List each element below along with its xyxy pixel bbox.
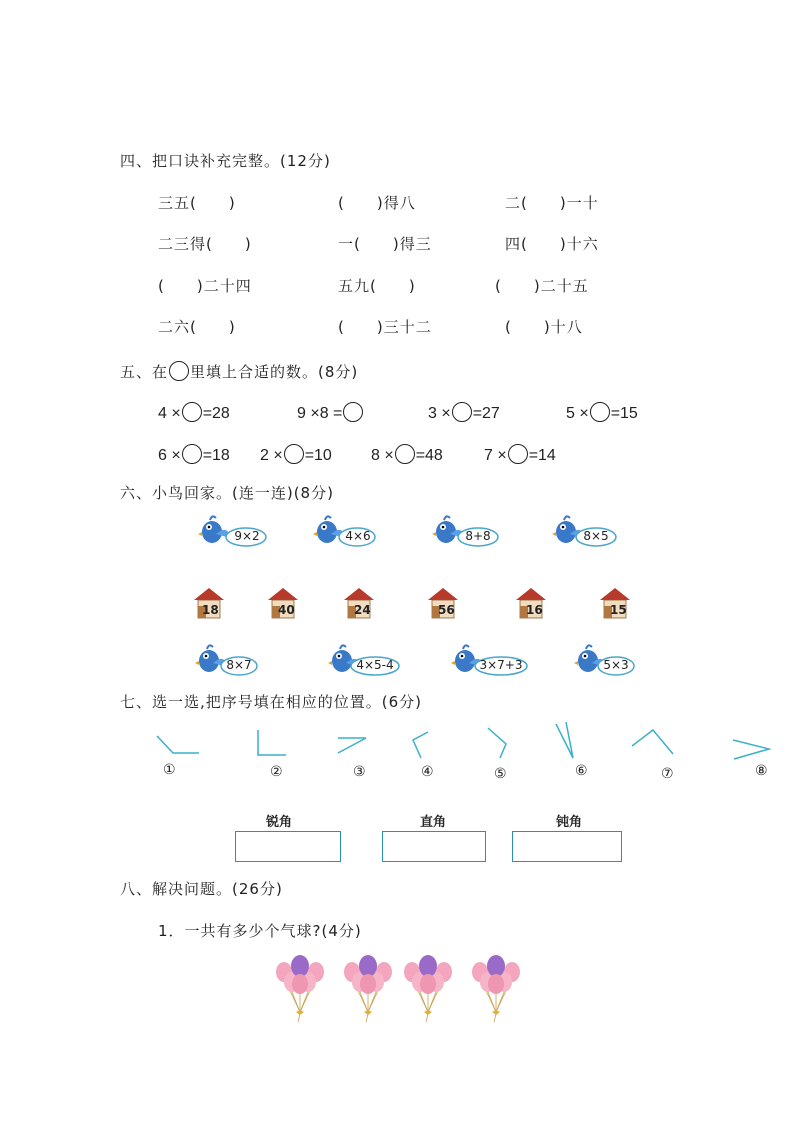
house-number: 18 — [202, 603, 219, 617]
angle-3 — [338, 738, 366, 753]
sec4-item: 二三得( ) — [158, 235, 252, 253]
bird-card[interactable] — [328, 643, 428, 677]
house[interactable] — [426, 586, 460, 620]
section-8-title: 八、解决问题。(26分) — [120, 880, 283, 898]
answer-circle[interactable] — [182, 444, 202, 464]
balloon-bunch — [472, 955, 520, 1022]
sec5-title-post: 里填上合适的数。(8分) — [190, 363, 359, 381]
answer-circle[interactable] — [452, 402, 472, 422]
angle-6 — [556, 722, 573, 758]
bird-label: 4×5-4 — [356, 658, 394, 672]
bird-card[interactable] — [552, 514, 652, 548]
house-number: 40 — [278, 603, 295, 617]
angle-number: ④ — [421, 764, 434, 780]
angle-number: ⑦ — [661, 766, 674, 782]
eq-right: =27 — [472, 405, 500, 422]
sec4-item: ( )二十四 — [158, 277, 252, 295]
sec5-equation — [158, 402, 230, 423]
eq-left: 9 ×8 = — [297, 405, 343, 422]
sec5-equation — [260, 444, 332, 465]
section-7-title: 七、选一选,把序号填在相应的位置。(6分) — [120, 693, 423, 711]
answer-circle[interactable] — [395, 444, 415, 464]
house[interactable] — [192, 586, 226, 620]
sec4-item: 五九( ) — [338, 277, 416, 295]
angle-2 — [258, 730, 286, 755]
sec5-equation — [484, 444, 556, 465]
angle-5 — [488, 728, 506, 758]
sec4-item: 三五( ) — [158, 194, 236, 212]
angle-4 — [413, 732, 428, 758]
angle-number: ⑧ — [755, 763, 768, 779]
sec5-equation — [566, 402, 638, 423]
section-4-title: 四、把口诀补充完整。(12分) — [120, 152, 331, 170]
eq-right: =15 — [610, 405, 638, 422]
house-number: 24 — [354, 603, 371, 617]
answer-circle[interactable] — [343, 402, 363, 422]
sec4-item: 二六( ) — [158, 318, 236, 336]
bird-label: 8+8 — [465, 529, 491, 543]
sec5-equation — [158, 444, 230, 465]
angle-number: ① — [163, 762, 176, 778]
eq-right: =18 — [202, 447, 230, 464]
sec5-equation — [428, 402, 500, 423]
obtuse-label: 钝角 — [556, 815, 583, 830]
house[interactable] — [514, 586, 548, 620]
sec4-item: 四( )十六 — [505, 235, 599, 253]
sec4-item: 一( )得三 — [338, 235, 432, 253]
sec4-item: ( )二十五 — [495, 277, 589, 295]
balloon-bunch — [404, 955, 452, 1022]
angle-number: ⑤ — [494, 766, 507, 782]
angle-number: ② — [270, 764, 283, 780]
question-1: 1．一共有多少个气球?(4分) — [158, 922, 362, 940]
bird-label: 8×5 — [583, 529, 609, 543]
house[interactable] — [342, 586, 376, 620]
bird-label: 4×6 — [345, 529, 371, 543]
sec5-equation — [297, 402, 364, 423]
eq-left: 3 × — [428, 405, 451, 422]
bird-card[interactable] — [574, 643, 674, 677]
eq-left: 2 × — [260, 447, 283, 464]
answer-circle[interactable] — [284, 444, 304, 464]
obtuse-answer-box[interactable] — [512, 831, 622, 862]
balloon-bunch — [276, 955, 324, 1022]
sec4-item: ( )得八 — [338, 194, 416, 212]
eq-right: =48 — [415, 447, 443, 464]
right-label: 直角 — [420, 815, 447, 830]
eq-left: 4 × — [158, 405, 181, 422]
answer-circle[interactable] — [590, 402, 610, 422]
eq-left: 7 × — [484, 447, 507, 464]
sec5-equation — [371, 444, 443, 465]
answer-circle[interactable] — [508, 444, 528, 464]
house[interactable] — [266, 586, 300, 620]
eq-right: =10 — [304, 447, 332, 464]
sec4-item: ( )三十二 — [338, 318, 432, 336]
angles-figure — [0, 716, 794, 766]
angle-number: ③ — [353, 764, 366, 780]
eq-left: 6 × — [158, 447, 181, 464]
angle-8 — [733, 740, 769, 759]
sec4-item: ( )十八 — [505, 318, 583, 336]
house[interactable] — [598, 586, 632, 620]
answer-circle-icon — [169, 361, 189, 381]
bird-card[interactable] — [198, 514, 298, 548]
eq-left: 8 × — [371, 447, 394, 464]
eq-right: =14 — [528, 447, 556, 464]
bird-label: 9×2 — [234, 529, 260, 543]
bird-label: 8×7 — [226, 658, 252, 672]
sec4-item: 二( )一十 — [505, 194, 599, 212]
house-number: 56 — [438, 603, 455, 617]
bird-card[interactable] — [432, 514, 532, 548]
angle-number: ⑥ — [575, 763, 588, 779]
right-answer-box[interactable] — [382, 831, 486, 862]
bird-card[interactable] — [313, 514, 413, 548]
sec5-title-pre: 五、在 — [120, 363, 169, 381]
house-number: 16 — [526, 603, 543, 617]
section-5-title — [120, 361, 358, 382]
balloons-figure — [270, 952, 530, 1026]
house-number: 15 — [610, 603, 627, 617]
eq-right: =28 — [202, 405, 230, 422]
answer-circle[interactable] — [182, 402, 202, 422]
acute-answer-box[interactable] — [235, 831, 341, 862]
acute-label: 锐角 — [266, 815, 293, 830]
balloon-bunch — [344, 955, 392, 1022]
eq-left: 5 × — [566, 405, 589, 422]
bird-label: 5×3 — [603, 658, 629, 672]
bird-label: 3×7+3 — [479, 658, 523, 672]
section-6-title: 六、小鸟回家。(连一连)(8分) — [120, 484, 334, 502]
bird-card[interactable] — [195, 643, 295, 677]
bird-card[interactable] — [451, 643, 551, 677]
angle-7 — [632, 730, 673, 754]
angle-1 — [157, 736, 199, 753]
